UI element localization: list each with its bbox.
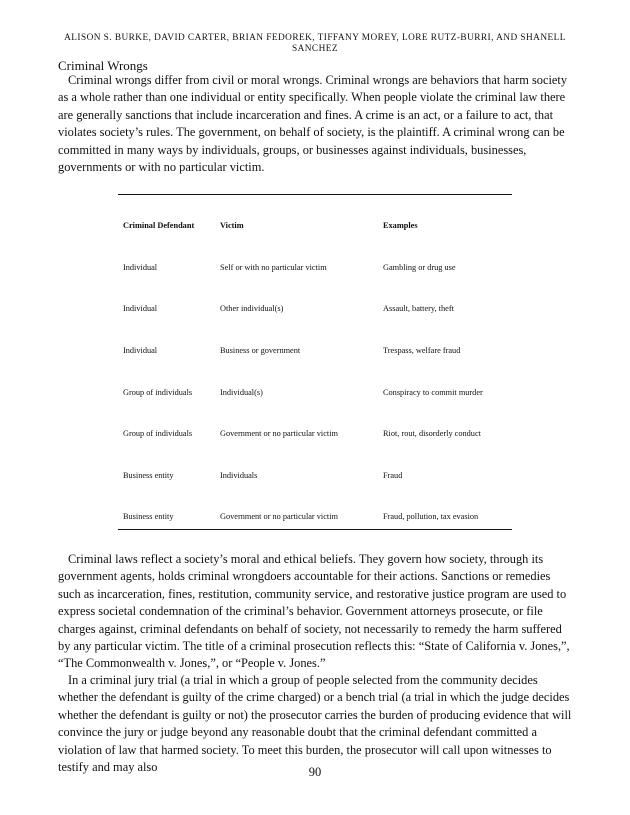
table-cell: Government or no particular victim (220, 429, 338, 439)
table-cell: Group of individuals (123, 387, 193, 397)
paragraph-text: Criminal wrongs differ from civil or moral wrongs. Criminal wrongs are behaviors that harm society as a whole rather than one individual or entity specifically. When people violate the criminal law there are generally sanctions that include incarceration and fines. A crime is an act, or a failure to act, that violates society’s rules. The government, on behalf of society, is the plaintiff. A criminal wrong can be committed in many ways by individuals, groups, or businesses against individuals, businesses, governments or with no particular victim. (58, 73, 568, 175)
column-header-examples: Examples (383, 221, 418, 231)
table-cell: Fraud, pollution, tax evasion (383, 512, 479, 522)
table-row (118, 496, 512, 538)
table-row (118, 371, 512, 413)
table-cell: Individual(s) (220, 387, 263, 397)
page-number: 90 (308, 765, 322, 779)
paragraph-criminal-wrongs (58, 72, 576, 176)
table-cell: Trespass, welfare fraud (383, 346, 461, 356)
paragraph-criminal-laws (58, 551, 576, 673)
table-cell: Riot, rout, disorderly conduct (383, 429, 481, 439)
table-cell: Self or with no particular victim (220, 262, 327, 272)
table-cell: Business entity (123, 470, 174, 480)
table-cell: Conspiracy to commit murder (383, 387, 483, 397)
paragraph-text: Criminal laws reflect a society’s moral and ethical beliefs. They govern how society, through its government agents, holds criminal wrongdoers accountable for their actions. Sanctions or remedies such as incarceration, fines, restitution, community service, and restorative justice program are used to express societal condemnation of the criminal’s behavior. Government attorneys prosecute, or file charges against, criminal defendants on behalf of society, not necessarily to remedy the harm suffered by any particular victim. The title of a criminal prosecution reflects this: “State of California v. Jones,”, “The Commonwealth v. Jones,”, or “People v. Jones.” (58, 552, 570, 671)
column-header-criminal-defendant: Criminal Defendant (123, 221, 195, 231)
table-row (118, 330, 512, 372)
table-cell: Individuals (220, 470, 258, 480)
table-row (118, 413, 512, 455)
table-cell: Government or no particular victim (220, 512, 338, 522)
table-row (118, 288, 512, 330)
table-header-row (118, 205, 512, 247)
table-cell: Individual (123, 304, 158, 314)
table-cell: Business or government (220, 346, 301, 356)
table-cell: Fraud (383, 470, 403, 480)
table-cell: Other individual(s) (220, 304, 284, 314)
table-cell: Individual (123, 262, 158, 272)
table-row (118, 455, 512, 497)
running-head: ALISON S. BURKE, DAVID CARTER, BRIAN FEDOREK, TIFFANY MOREY, LORE RUTZ-BURRI, AND SHANELL SANCHEZ (64, 33, 566, 54)
criminal-wrongs-table (118, 194, 512, 530)
column-header-victim: Victim (220, 221, 244, 231)
table-cell: Group of individuals (123, 429, 193, 439)
table-cell: Assault, battery, theft (383, 304, 454, 314)
table-cell: Gambling or drug use (383, 262, 456, 272)
section-title: Criminal Wrongs (58, 58, 148, 73)
paragraph-criminal-jury-trial (58, 672, 576, 776)
table-cell: Individual (123, 346, 158, 356)
paragraph-text: In a criminal jury trial (a trial in which a group of people selected from the community decides whether the defendant is guilty of the crime charged) or a bench trial (a trial in which the judge decides whether the defendant is guilty or not) the prosecutor carries the burden of producing evidence that will convince the jury or judge beyond any reasonable doubt that the criminal defendant committed a violation of law that harmed society. To meet this burden, the prosecutor will call upon witnesses to testify and may also (58, 673, 572, 775)
table-row (118, 247, 512, 289)
table-cell: Business entity (123, 512, 174, 522)
